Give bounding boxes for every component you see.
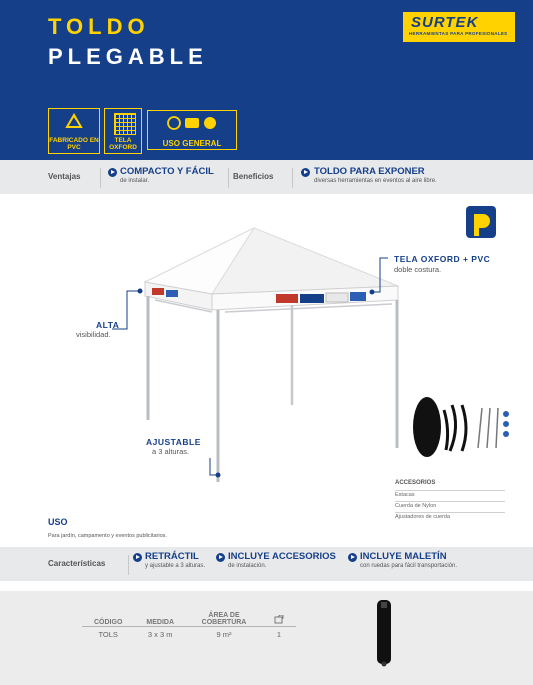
beneficios-label: Beneficios bbox=[233, 172, 274, 181]
badge-oxford bbox=[104, 108, 142, 154]
caracteristicas-strip bbox=[0, 547, 533, 581]
spec-header: ÁREA DE COBERTURA bbox=[186, 611, 262, 627]
spec-header-box bbox=[262, 611, 296, 627]
spec-cell: 1 bbox=[276, 630, 282, 639]
product-title-line2: PLEGABLE bbox=[48, 44, 208, 69]
uso-text: Para jardín, campamento y eventos publicitarios. bbox=[48, 533, 167, 539]
divider bbox=[228, 168, 229, 188]
callout-ajustable-title: AJUSTABLE bbox=[146, 437, 201, 447]
arrow-icon bbox=[133, 553, 142, 562]
badge-general bbox=[147, 110, 237, 150]
divider bbox=[292, 168, 293, 188]
callout-tela-sub: doble costura. bbox=[394, 265, 442, 274]
caracteristica-title: RETRÁCTIL bbox=[145, 551, 199, 562]
spec-cell: TOLS bbox=[98, 630, 118, 639]
ventajas-feature-sub: de instalar. bbox=[120, 178, 150, 184]
ventajas-feature-title: COMPACTO Y FÁCIL bbox=[120, 166, 214, 177]
arrow-icon bbox=[348, 553, 357, 562]
surtek-logo bbox=[403, 12, 515, 42]
beneficio-title: TOLDO PARA EXPONER bbox=[314, 166, 425, 177]
canopy-illustration bbox=[0, 200, 533, 530]
divider bbox=[128, 555, 129, 575]
badge-oxford-label: TELA OXFORD bbox=[109, 137, 137, 151]
callout-tela-title: TELA OXFORD + PVC bbox=[394, 254, 491, 264]
arrow-icon bbox=[301, 168, 310, 177]
spec-cell: 9 m² bbox=[216, 630, 232, 639]
grid-fabric-icon bbox=[114, 113, 136, 135]
spec-header-row bbox=[82, 611, 296, 627]
callout-alta-title: ALTA bbox=[96, 320, 120, 330]
divider bbox=[100, 168, 101, 188]
spec-table bbox=[82, 611, 296, 639]
arrow-icon bbox=[216, 553, 225, 562]
spec-row bbox=[82, 627, 296, 640]
brand-name: SURTEK bbox=[411, 14, 479, 31]
badge-pvc bbox=[48, 108, 100, 154]
badge-pvc-label: FABRICADO EN PVC bbox=[49, 137, 99, 151]
spec-header: CÓDIGO bbox=[82, 611, 134, 627]
spec-header: MEDIDA bbox=[134, 611, 186, 627]
tools-icon bbox=[166, 115, 220, 131]
accesorio-item: Ajustadores de cuerda bbox=[395, 512, 505, 520]
callout-ajustable-sub: a 3 alturas. bbox=[152, 447, 190, 456]
header-banner bbox=[0, 0, 533, 160]
callout-alta-sub: visibilidad. bbox=[76, 330, 111, 339]
caracteristica-sub: de instalación. bbox=[228, 563, 267, 569]
ventajas-strip bbox=[0, 160, 533, 194]
box-icon bbox=[274, 615, 284, 624]
caracteristica-sub: y ajustable a 3 alturas. bbox=[145, 563, 206, 569]
badge-general-label: USO GENERAL bbox=[162, 139, 222, 148]
ventajas-label: Ventajas bbox=[48, 172, 81, 181]
accesorio-item: Cuerda de Nylon bbox=[395, 501, 505, 509]
caracteristicas-label: Características bbox=[48, 559, 106, 568]
caracteristica-title: INCLUYE MALETÍN bbox=[360, 551, 447, 562]
carry-bag-image bbox=[374, 598, 394, 668]
beneficio-sub: diversas herramientas en eventos al aire libre. bbox=[314, 178, 437, 184]
uso-title: USO bbox=[48, 517, 68, 527]
arrow-icon bbox=[108, 168, 117, 177]
caracteristica-sub: con ruedas para fácil transportación. bbox=[360, 563, 458, 569]
accesorio-item: Estacas bbox=[395, 490, 505, 498]
brand-tagline: HERRAMIENTAS PARA PROFESIONALES bbox=[409, 31, 508, 36]
recycle-icon bbox=[62, 113, 86, 133]
accesorios-title: ACCESORIOS bbox=[395, 480, 436, 486]
product-title-line1: TOLDO bbox=[48, 14, 150, 39]
caracteristica-title: INCLUYE ACCESORIOS bbox=[228, 551, 336, 562]
spec-cell: 3 x 3 m bbox=[147, 630, 173, 639]
